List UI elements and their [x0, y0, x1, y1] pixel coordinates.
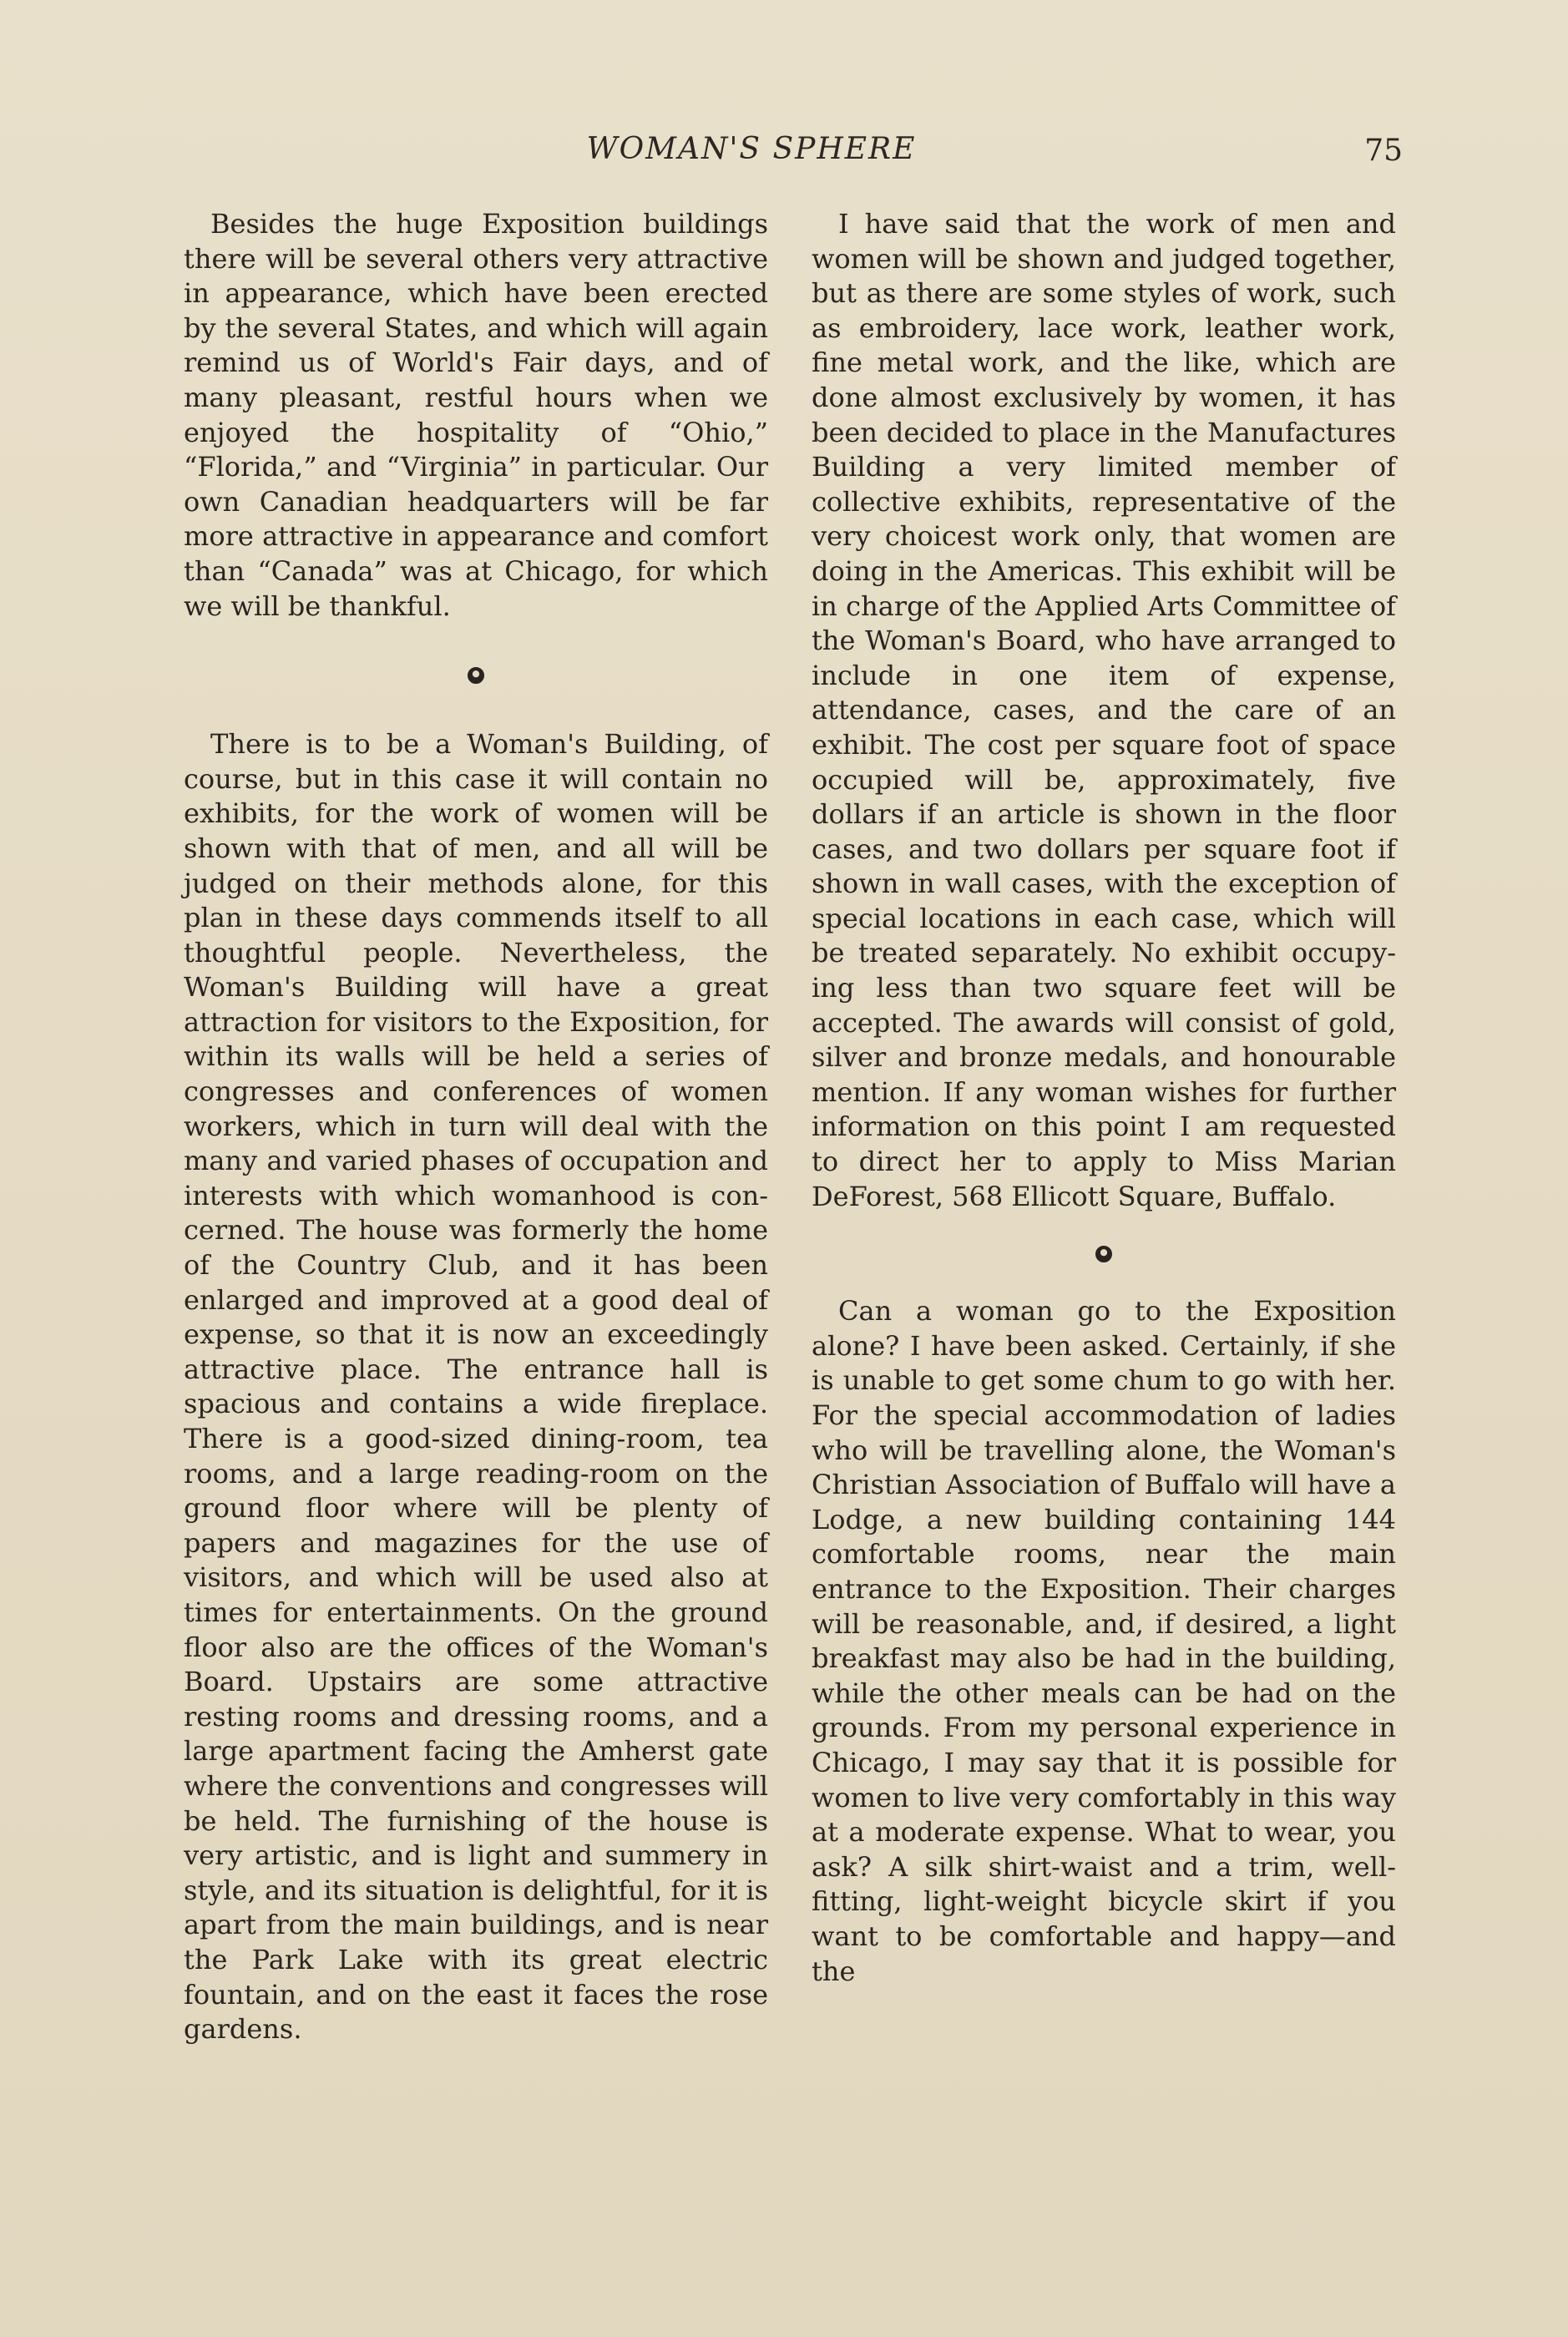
section-ornament: [812, 1214, 1396, 1294]
paragraph-state-buildings: Besides the huge Exposition buildings there will be several others very attractive in appearance, which have been erected by the several States, and which will again remind us of World's Fair days, and of many pleasant, restful hours when we enjoyed the hospitality of “Ohio,” “Florida,” and “Virginia” in particular. Our own Canadian headquarters will be far more attractive in appearance and comfort than “Canada” was at Chicago, for which we will be thankful.: [184, 208, 768, 622]
left-column: [184, 207, 768, 2047]
paragraph-travelling-alone: Can a woman go to the Exposition alone? I have been asked. Certainly, if she is unable to get some chum to go with her. For the special accommodation of ladies who will be travelling alone, the Woman's Christian Association of Buffalo will have a Lodge, a new building containing 144 comfortable rooms, near the main entrance to the Exposition. Their charges will be reasonable, and, if desired, a light breakfast may also be had in the building, while the other meals can be had on the grounds. From my personal experience in Chicago, I may say that it is possible for women to live very comfortably in this way at a moderate expense. What to wear, you ask? A silk shirt-waist and a trim, well-fitting, light-weight bicycle skirt if you want to be comfortable and happy—and the: [812, 1295, 1396, 1987]
journal-title: WOMAN'S SPHERE: [586, 132, 917, 166]
right-column: [812, 207, 1396, 1989]
section-ornament: [184, 624, 768, 727]
ornament-icon: [1095, 1246, 1112, 1262]
paragraph-collective-exhibits: I have said that the work of men and women will be shown and judged together, but as there are some styles of work, such as embroidery, lace work, leather work, fine metal work, and the like, which are done almost exclusively by women, it has been decided to place in the Manufactures Building a very limited member of collective exhibits, representative of the very choicest work only, that women are doing in the Americas. This exhibit will be in charge of the Applied Arts Committee of the Woman's Board, who have arranged to include in one item of expense, attendance, cases, and the care of an exhibit. The cost per square foot of space occupied will be, approximately, five dollars if an article is shown in the floor cases, and two dollars per square foot if shown in wall cases, with the exception of special locations in each case, which will be treated separately. No exhibit occupying less than two square feet will be accepted. The awards will consist of gold, silver and bronze medals, and honourable mention. If any woman wishes for further information on this point I am requested to direct her to apply to Miss Marian DeForest, 568 Ellicott Square, Buffalo.: [812, 208, 1396, 1212]
page-number: 75: [1364, 134, 1403, 168]
running-head: [0, 132, 1568, 174]
ornament-icon: [468, 667, 484, 684]
paragraph-womans-building: There is to be a Woman's Building, of course, but in this case it will contain no exhibits, for the work of women will be shown with that of men, and all will be judged on their methods alone, for this plan in these days commends itself to all thoughtful people. Nevertheless, the Woman's Building will have a great attraction for visitors to the Exposition, for within its walls will be held a series of congresses and conferences of women workers, which in turn will deal with the many and varied phases of occupation and interests with which womanhood is concerned. The house was formerly the home of the Country Club, and it has been enlarged and improved at a good deal of expense, so that it is now an exceedingly attractive place. The entrance hall is spacious and contains a wide fireplace. There is a good-sized dining-room, tea rooms, and a large reading-room on the ground floor where will be plenty of papers and magazines for the use of visitors, and which will be used also at times for entertainments. On the ground floor also are the offices of the Woman's Board. Upstairs are some attractive resting rooms and dressing rooms, and a large apartment facing the Amherst gate where the conventions and congresses will be held. The furnishing of the house is very artistic, and is light and summery in style, and its situation is delightful, for it is apart from the main buildings, and is near the Park Lake with its great electric fountain, and on the east it faces the rose gardens.: [184, 728, 768, 2046]
